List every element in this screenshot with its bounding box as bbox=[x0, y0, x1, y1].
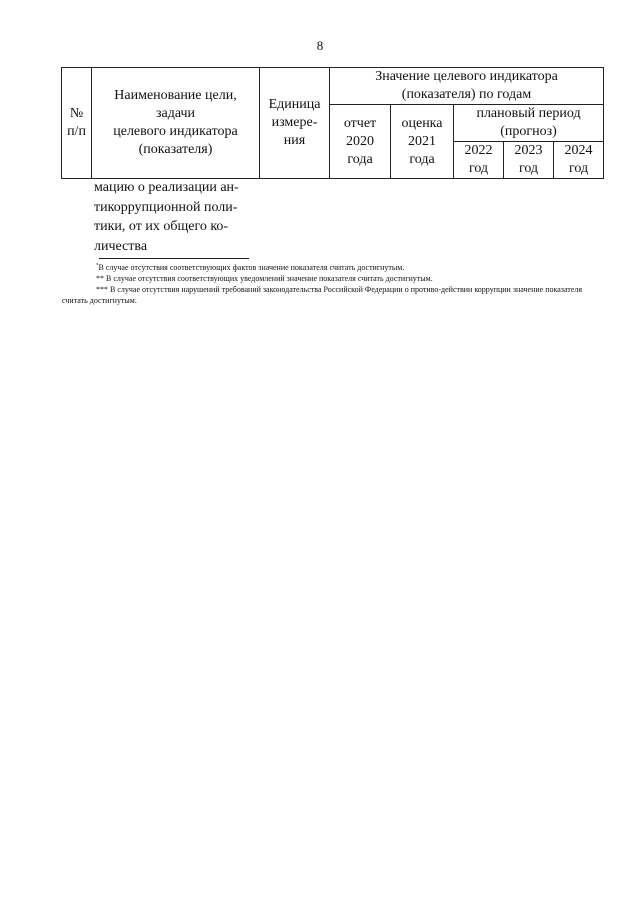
header-year-2023: 2023 год bbox=[504, 142, 554, 179]
header-plan-period: плановый период (прогноз) bbox=[454, 105, 604, 142]
header-goal-name: Наименование цели, задачи целевого индикатора (показателя) bbox=[92, 68, 260, 179]
footnote-2: ** В случае отсутствия соответствующих уведомлений значение показателя считать достигнутым. bbox=[96, 274, 433, 283]
footnote-separator bbox=[99, 258, 249, 259]
page-number: 8 bbox=[316, 38, 324, 53]
header-year-2024: 2024 год bbox=[554, 142, 604, 179]
indicators-table bbox=[61, 67, 604, 179]
header-report-2020: отчет 2020 года bbox=[330, 105, 391, 179]
footnote-3: *** В случае отсутствия нарушений требований законодательства Российской Федерации о противо-действии коррупции значение показателя считать достигнутым. bbox=[62, 285, 583, 305]
footnote-1: *В случае отсутствия соответствующих фактов значение показателя считать достигнутым. bbox=[96, 263, 405, 272]
footnotes bbox=[62, 262, 582, 306]
indicator-name-continuation: мацию о реализации ан- тикоррупционной поли- тики, от их общего ко- личества bbox=[94, 180, 239, 254]
header-unit: Единица измере- ния bbox=[260, 68, 330, 179]
header-year-2022: 2022 год bbox=[454, 142, 504, 179]
header-indicator-values: Значение целевого индикатора (показателя) по годам bbox=[330, 68, 604, 105]
header-estimate-2021: оценка 2021 года bbox=[391, 105, 454, 179]
header-number: № п/п bbox=[62, 68, 92, 179]
